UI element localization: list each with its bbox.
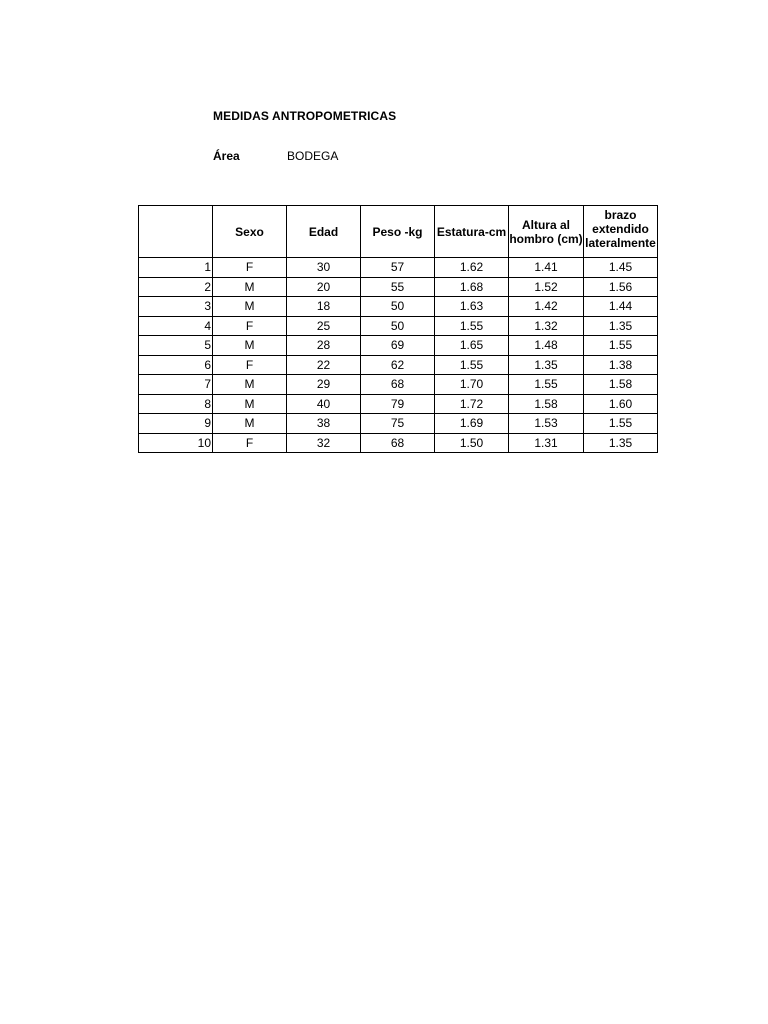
cell-edad: 20 [287, 277, 361, 297]
header-brazo-extendido-label: brazo extendido lateralmente [585, 208, 656, 250]
cell-row-number: 10 [139, 433, 213, 453]
cell-row-number: 9 [139, 414, 213, 434]
cell-peso: 50 [361, 297, 435, 317]
cell-peso: 69 [361, 336, 435, 356]
cell-brazo-extendido: 1.45 [584, 258, 658, 278]
cell-estatura: 1.62 [435, 258, 509, 278]
table-row [139, 277, 658, 297]
table-row [139, 375, 658, 395]
header-estatura: Estatura-cm [435, 206, 509, 258]
table-row [139, 433, 658, 453]
cell-estatura: 1.63 [435, 297, 509, 317]
cell-edad: 30 [287, 258, 361, 278]
table-header-row [139, 206, 658, 258]
cell-altura-hombro: 1.53 [509, 414, 584, 434]
cell-edad: 38 [287, 414, 361, 434]
header-peso: Peso -kg [361, 206, 435, 258]
cell-sexo: M [213, 336, 287, 356]
cell-sexo: M [213, 394, 287, 414]
cell-brazo-extendido: 1.60 [584, 394, 658, 414]
cell-estatura: 1.72 [435, 394, 509, 414]
cell-sexo: M [213, 375, 287, 395]
cell-estatura: 1.69 [435, 414, 509, 434]
cell-altura-hombro: 1.32 [509, 316, 584, 336]
cell-peso: 68 [361, 375, 435, 395]
cell-brazo-extendido: 1.35 [584, 433, 658, 453]
cell-altura-hombro: 1.52 [509, 277, 584, 297]
table-row [139, 414, 658, 434]
cell-row-number: 2 [139, 277, 213, 297]
cell-peso: 75 [361, 414, 435, 434]
cell-sexo: F [213, 355, 287, 375]
cell-altura-hombro: 1.35 [509, 355, 584, 375]
table-row [139, 355, 658, 375]
table-row [139, 316, 658, 336]
cell-row-number: 6 [139, 355, 213, 375]
header-sexo: Sexo [213, 206, 287, 258]
cell-estatura: 1.50 [435, 433, 509, 453]
cell-altura-hombro: 1.58 [509, 394, 584, 414]
cell-edad: 18 [287, 297, 361, 317]
cell-brazo-extendido: 1.55 [584, 336, 658, 356]
header-brazo-extendido [584, 206, 658, 258]
cell-edad: 22 [287, 355, 361, 375]
cell-brazo-extendido: 1.44 [584, 297, 658, 317]
cell-altura-hombro: 1.31 [509, 433, 584, 453]
cell-peso: 79 [361, 394, 435, 414]
cell-edad: 32 [287, 433, 361, 453]
cell-altura-hombro: 1.41 [509, 258, 584, 278]
cell-row-number: 8 [139, 394, 213, 414]
table-row [139, 258, 658, 278]
cell-row-number: 5 [139, 336, 213, 356]
header-altura-hombro: Altura al hombro (cm) [509, 206, 584, 258]
area-label: Área [213, 149, 240, 163]
cell-peso: 68 [361, 433, 435, 453]
cell-brazo-extendido: 1.58 [584, 375, 658, 395]
cell-sexo: M [213, 277, 287, 297]
cell-sexo: F [213, 433, 287, 453]
cell-row-number: 1 [139, 258, 213, 278]
cell-brazo-extendido: 1.56 [584, 277, 658, 297]
header-row-number [139, 206, 213, 258]
cell-peso: 57 [361, 258, 435, 278]
table-row [139, 297, 658, 317]
cell-row-number: 4 [139, 316, 213, 336]
cell-altura-hombro: 1.48 [509, 336, 584, 356]
cell-row-number: 7 [139, 375, 213, 395]
cell-brazo-extendido: 1.38 [584, 355, 658, 375]
cell-estatura: 1.55 [435, 355, 509, 375]
cell-sexo: M [213, 414, 287, 434]
cell-estatura: 1.68 [435, 277, 509, 297]
cell-edad: 28 [287, 336, 361, 356]
cell-brazo-extendido: 1.55 [584, 414, 658, 434]
cell-altura-hombro: 1.42 [509, 297, 584, 317]
cell-sexo: M [213, 297, 287, 317]
cell-edad: 29 [287, 375, 361, 395]
cell-estatura: 1.55 [435, 316, 509, 336]
cell-peso: 55 [361, 277, 435, 297]
cell-peso: 50 [361, 316, 435, 336]
cell-sexo: F [213, 258, 287, 278]
header-edad: Edad [287, 206, 361, 258]
cell-estatura: 1.70 [435, 375, 509, 395]
cell-sexo: F [213, 316, 287, 336]
cell-estatura: 1.65 [435, 336, 509, 356]
document-title: MEDIDAS ANTROPOMETRICAS [213, 109, 397, 123]
cell-edad: 25 [287, 316, 361, 336]
cell-brazo-extendido: 1.35 [584, 316, 658, 336]
cell-edad: 40 [287, 394, 361, 414]
table-row [139, 336, 658, 356]
cell-peso: 62 [361, 355, 435, 375]
anthropometric-table [138, 205, 658, 453]
cell-row-number: 3 [139, 297, 213, 317]
table-row [139, 394, 658, 414]
area-value: BODEGA [287, 149, 339, 163]
cell-altura-hombro: 1.55 [509, 375, 584, 395]
